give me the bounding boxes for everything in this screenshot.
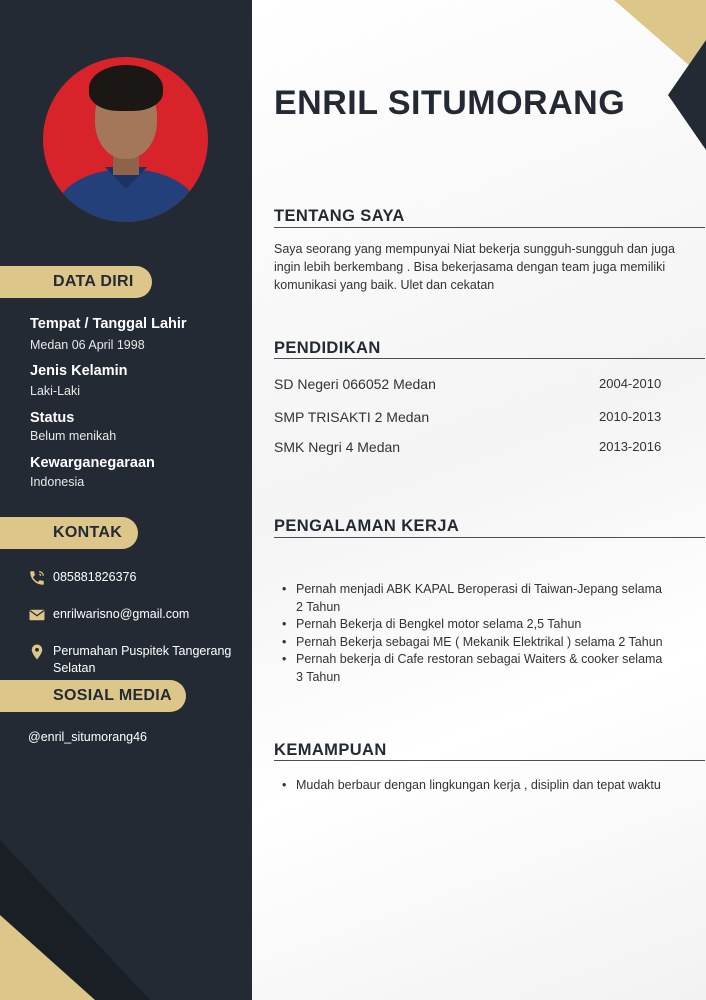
photo-hair [89, 65, 163, 111]
education-years: 2004-2010 [599, 376, 662, 391]
list-item: • Pernah Bekerja di Bengkel motor selama 2,5 Tahun [282, 616, 672, 634]
education-years: 2010-2013 [599, 409, 662, 424]
address [53, 643, 231, 677]
social-handle[interactable]: @enril_situmorang46 [28, 730, 148, 744]
skills-heading: KEMAMPUAN [274, 741, 387, 759]
about-divider [274, 227, 705, 228]
field-label-nationality: Kewarganegaraan [30, 455, 155, 471]
email-address: enrilwarisno@gmail.com [53, 607, 190, 621]
experience-list [282, 581, 672, 686]
list-item: • Pernah bekerja di Cafe restoran sebagai Waiters & cooker selama 3 Tahun [282, 651, 672, 686]
sidebar [0, 0, 252, 1000]
education-divider [274, 358, 705, 359]
education-school: SMK Negri 4 Medan [274, 439, 401, 455]
skills-list [282, 777, 672, 795]
main-content [252, 0, 706, 1000]
education-years: 2013-2016 [599, 439, 662, 454]
about-heading: TENTANG SAYA [274, 207, 405, 225]
education-school: SMP TRISAKTI 2 Medan [274, 409, 430, 425]
field-label-birth: Tempat / Tanggal Lahir [30, 316, 187, 332]
education-school: SD Negeri 066052 Medan [274, 376, 436, 392]
field-value-birth: Medan 06 April 1998 [30, 338, 145, 352]
education-row [274, 376, 684, 392]
address-line-1: Perumahan Puspitek Tangerang [53, 644, 232, 658]
phone-icon [28, 569, 46, 587]
phone-number: 085881826376 [53, 570, 137, 584]
education-row [274, 409, 684, 425]
contact-address [28, 643, 231, 677]
education-heading: PENDIDIKAN [274, 339, 381, 357]
skills-divider [274, 760, 705, 761]
kontak-heading: KONTAK [0, 517, 138, 549]
field-value-gender: Laki-Laki [30, 384, 81, 398]
sidebar-corner-gold-triangle [0, 915, 95, 1000]
experience-divider [274, 537, 705, 538]
field-value-status: Belum menikah [30, 429, 117, 443]
data-diri-heading: DATA DIRI [0, 266, 152, 298]
contact-phone[interactable] [28, 569, 136, 587]
field-label-gender: Jenis Kelamin [30, 363, 128, 379]
list-item: • Pernah menjadi ABK KAPAL Beroperasi di Taiwan-Jepang selama 2 Tahun [282, 581, 672, 616]
address-line-2: Selatan [53, 661, 96, 675]
page-title: ENRIL SITUMORANG [274, 84, 626, 122]
about-text: Saya seorang yang mempunyai Niat bekerja sungguh-sungguh dan juga ingin lebih berkembang . Bisa bekerjasama dengan team juga memiliki komunikasi yang baik. Ulet dan cekatan [274, 242, 675, 292]
field-value-nationality: Indonesia [30, 475, 85, 489]
profile-photo [43, 57, 208, 222]
contact-email[interactable] [28, 606, 189, 624]
experience-heading: PENGALAMAN KERJA [274, 517, 460, 535]
sosial-media-heading: SOSIAL MEDIA [0, 680, 186, 712]
location-pin-icon [28, 643, 46, 661]
email-icon [28, 606, 46, 624]
field-label-status: Status [30, 410, 75, 426]
education-row [274, 439, 684, 455]
list-item: • Mudah berbaur dengan lingkungan kerja , disiplin dan tepat waktu [282, 777, 672, 795]
list-item: • Pernah Bekerja sebagai ME ( Mekanik Elektrikal ) selama 2 Tahun [282, 634, 672, 652]
